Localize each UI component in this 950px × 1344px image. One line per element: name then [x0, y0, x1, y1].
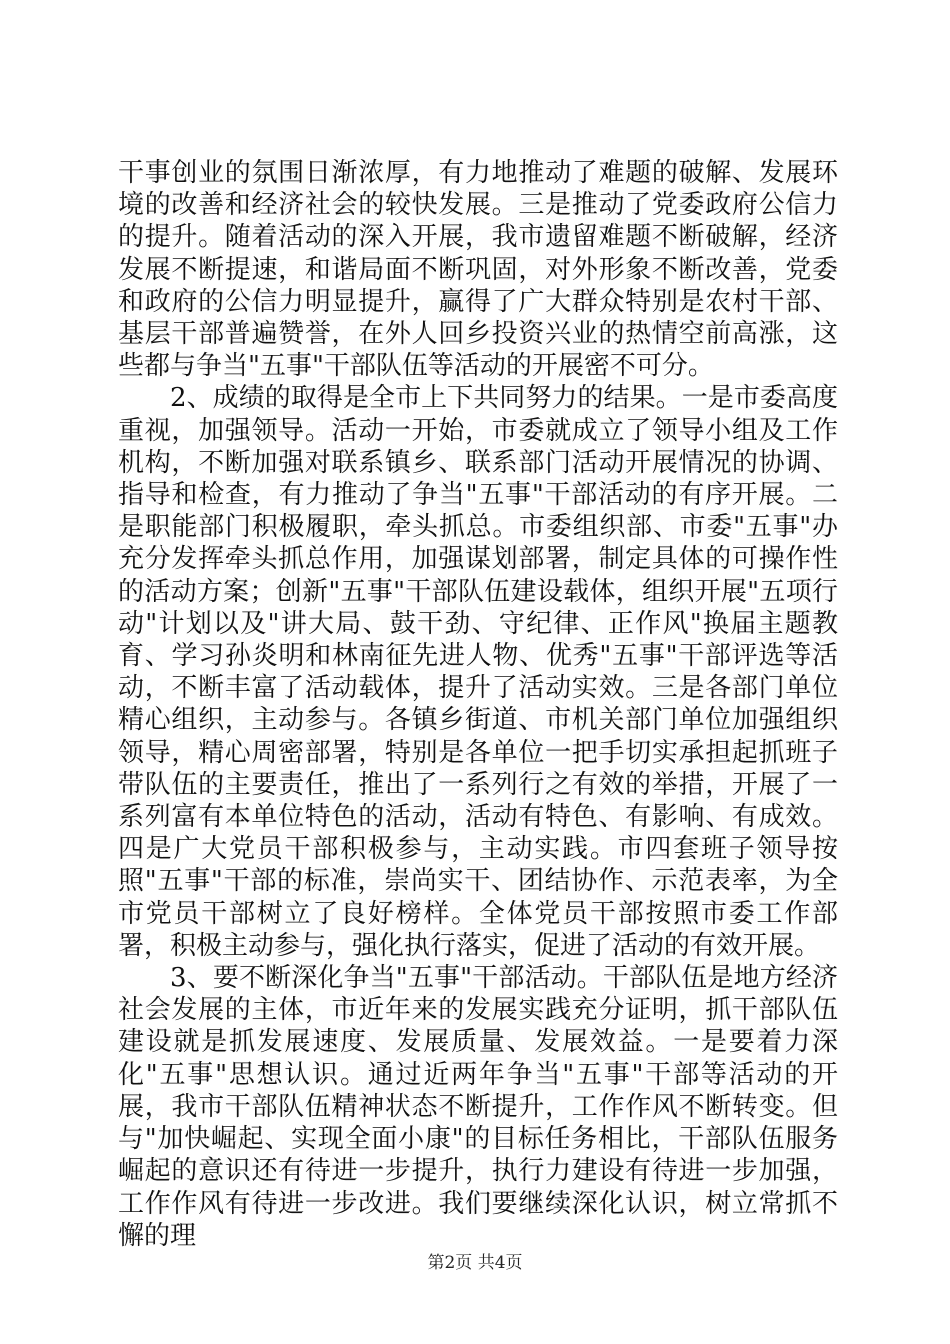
paragraph-3: 3、要不断深化争当"五事"干部活动。干部队伍是地方经济社会发展的主体，市近年来的发展实践充分证明，抓干部队伍建设就是抓发展速度、发展质量、发展效益。一是要着力深化"五事"思想认识。通过近两年争当"五事"干部等活动的开展，我市干部队伍精神状态不断提升，工作作风不断转变。但与"加快崛起、实现全面小康"的目标任务相比，干部队伍服务崛起的意识还有待进一步提升，执行力建设有待进一步加强，工作作风有待进一步改进。我们要继续深化认识，树立常抓不懈的理	[118, 963, 838, 1251]
page-number-footer: 第2页 共4页	[427, 1253, 523, 1273]
paragraph-1: 干事创业的氛围日渐浓厚，有力地推动了难题的破解、发展环境的改善和经济社会的较快发展。三是推动了党委政府公信力的提升。随着活动的深入开展，我市遗留难题不断破解，经济发展不断提速，和谐局面不断巩固，对外形象不断改善，党委和政府的公信力明显提升，赢得了广大群众特别是农村干部、基层干部普遍赞誉，在外人回乡投资兴业的热情空前高涨，这些都与争当"五事"干部队伍等活动的开展密不可分。	[118, 158, 838, 382]
document-body	[118, 157, 838, 1252]
paragraph-2: 2、成绩的取得是全市上下共同努力的结果。一是市委高度重视，加强领导。活动一开始，市委就成立了领导小组及工作机构，不断加强对联系镇乡、联系部门活动开展情况的协调、指导和检查，有力推动了争当"五事"干部活动的有序开展。二是职能部门积极履职，牵头抓总。市委组织部、市委"五事"办充分发挥牵头抓总作用，加强谋划部署，制定具体的可操作性的活动方案；创新"五事"干部队伍建设载体，组织开展"五项行动"计划以及"讲大局、鼓干劲、守纪律、正作风"换届主题教育、学习孙炎明和林南征先进人物、优秀"五事"干部评选等活动，不断丰富了活动载体，提升了活动实效。三是各部门单位精心组织，主动参与。各镇乡街道、市机关部门单位加强组织领导，精心周密部署，特别是各单位一把手切实承担起抓班子带队伍的主要责任，推出了一系列行之有效的举措，开展了一系列富有本单位特色的活动，活动有特色、有影响、有成效。四是广大党员干部积极参与，主动实践。市四套班子领导按照"五事"干部的标准，崇尚实干、团结协作、示范表率，为全市党员干部树立了良好榜样。全体党员干部按照市委工作部署，积极主动参与，强化执行落实，促进了活动的有效开展。	[118, 383, 838, 961]
